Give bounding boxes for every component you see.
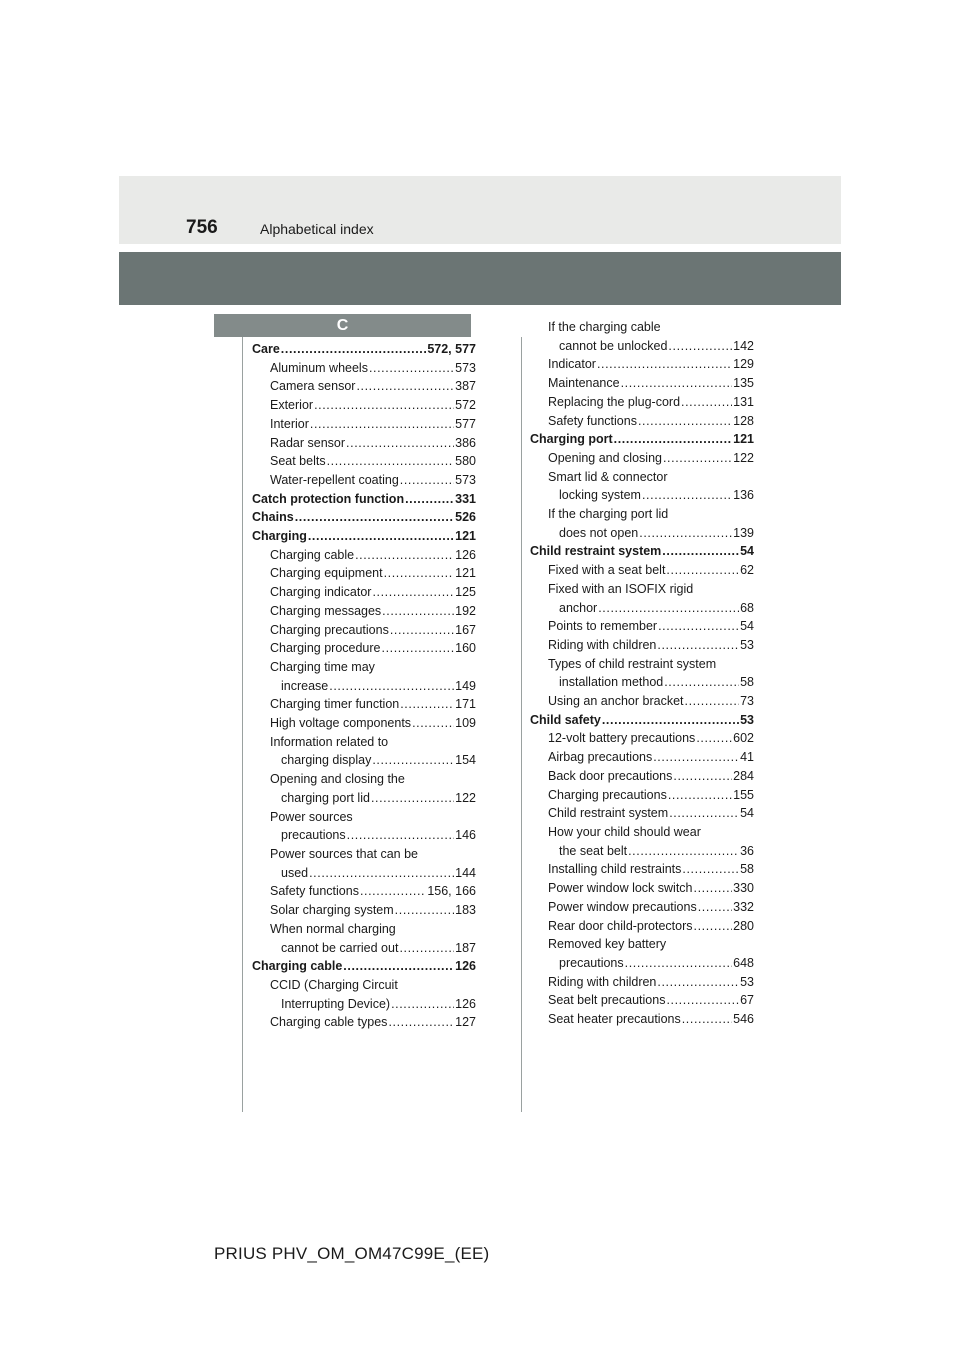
entry-label: does not open — [559, 525, 639, 540]
entry-label: Aluminum wheels — [270, 360, 368, 375]
page-reference[interactable]: 122 — [733, 450, 754, 465]
dot-leader — [694, 917, 733, 936]
dot-leader — [663, 449, 732, 468]
index-subentry[interactable] — [252, 714, 476, 733]
dot-leader — [372, 751, 454, 770]
page-reference[interactable]: 330 — [733, 881, 754, 896]
dot-leader — [356, 377, 454, 396]
index-subentry[interactable] — [530, 954, 754, 973]
index-entry-continued[interactable]: Power sources that can be — [270, 846, 418, 861]
page-reference[interactable]: 126 — [455, 959, 476, 974]
index-subentry[interactable] — [530, 842, 754, 861]
entry-label: increase — [281, 678, 329, 693]
entry-label: Safety functions — [270, 884, 359, 899]
index-entry-continued[interactable]: If the charging cable — [548, 320, 661, 334]
index-subentry[interactable] — [530, 879, 754, 898]
entry-label: Indicator — [548, 357, 596, 372]
index-subentry[interactable] — [530, 561, 754, 580]
page-reference[interactable]: 572 — [455, 398, 476, 413]
page-reference[interactable]: 139 — [733, 525, 754, 540]
index-subentry[interactable] — [530, 393, 754, 412]
page-reference[interactable]: 183 — [455, 903, 476, 918]
entry-label: Chains — [252, 510, 294, 525]
page-reference[interactable]: 121 — [455, 566, 476, 581]
entry-label: precautions — [559, 955, 624, 970]
dot-leader — [371, 789, 454, 808]
index-subentry[interactable] — [252, 789, 476, 808]
index-column-2 — [530, 318, 754, 1029]
entry-label: Replacing the plug-cord — [548, 394, 681, 409]
entry-label: Maintenance — [548, 376, 620, 391]
entry-label: Charging cable — [252, 959, 343, 974]
page-reference[interactable]: 127 — [455, 1015, 476, 1030]
entry-label: Camera sensor — [270, 379, 356, 394]
entry-label: Charging — [252, 529, 307, 544]
page-reference[interactable]: 67 — [740, 993, 754, 1008]
entry-label: Radar sensor — [270, 435, 346, 450]
page-reference[interactable]: 54 — [740, 806, 754, 821]
dot-leader — [682, 860, 739, 879]
dot-leader — [400, 471, 454, 490]
dot-leader — [598, 599, 739, 618]
dot-leader — [343, 957, 454, 976]
page-reference[interactable]: 546 — [733, 1012, 754, 1027]
entry-label: Seat heater precautions — [548, 1012, 681, 1027]
entry-label: Rear door child-protectors — [548, 918, 693, 933]
entry-label: Child restraint system — [530, 544, 662, 559]
dot-leader — [360, 882, 426, 901]
page-reference[interactable]: 160 — [455, 641, 476, 656]
index-subentry[interactable] — [530, 337, 754, 356]
dot-leader — [346, 434, 454, 453]
page-reference[interactable]: 386 — [455, 435, 476, 450]
dot-leader — [621, 374, 733, 393]
index-entry-continued[interactable]: Types of child restraint system — [548, 656, 717, 671]
index-entry-continued[interactable]: Fixed with an ISOFIX rigid — [548, 581, 694, 596]
entry-label: Care — [252, 342, 280, 356]
dot-leader — [382, 639, 455, 658]
index-subentry[interactable] — [252, 882, 476, 901]
page-reference[interactable]: 129 — [733, 357, 754, 372]
entry-label: 12-volt battery precautions — [548, 731, 696, 746]
dot-leader — [669, 804, 739, 823]
section-letter-tab: C — [214, 314, 471, 337]
page-reference[interactable]: 332 — [733, 899, 754, 914]
entry-label: Charging cable types — [270, 1015, 388, 1030]
page-reference[interactable]: 122 — [455, 790, 476, 805]
page-reference[interactable]: 154 — [455, 753, 476, 768]
entry-label: Child restraint system — [548, 806, 669, 821]
entry-label: used — [281, 865, 309, 880]
index-entry[interactable] — [252, 340, 476, 359]
index-subentry[interactable] — [530, 860, 754, 879]
entry-label: Solar charging system — [270, 903, 394, 918]
index-subentry[interactable] — [252, 452, 476, 471]
dot-leader — [327, 452, 455, 471]
entry-label: Seat belts — [270, 454, 326, 469]
index-subentry[interactable] — [252, 602, 476, 621]
column-divider-left — [242, 337, 243, 1112]
page-reference[interactable]: 135 — [733, 376, 754, 391]
header-band — [119, 176, 841, 244]
index-column-1 — [252, 340, 476, 1032]
entry-label: Safety functions — [548, 413, 637, 428]
index-subentry[interactable] — [530, 617, 754, 636]
entry-label: charging display — [281, 753, 372, 768]
page-reference[interactable]: 387 — [455, 379, 476, 394]
dot-leader — [653, 748, 739, 767]
entry-label: charging port lid — [281, 790, 370, 805]
index-subentry[interactable] — [252, 564, 476, 583]
dot-leader — [625, 954, 733, 973]
entry-label: anchor — [559, 600, 598, 615]
entry-label: installation method — [559, 675, 664, 690]
dot-leader — [384, 564, 455, 583]
page-reference[interactable]: 54 — [740, 544, 754, 559]
index-subentry[interactable] — [530, 729, 754, 748]
entry-label: Exterior — [270, 398, 314, 413]
dot-leader — [685, 692, 740, 711]
index-subentry[interactable] — [252, 583, 476, 602]
index-subentry[interactable] — [252, 695, 476, 714]
index-subentry[interactable] — [252, 677, 476, 696]
dot-leader — [681, 393, 732, 412]
dot-leader — [673, 767, 732, 786]
page-reference[interactable]: 602 — [733, 731, 754, 746]
dot-leader — [694, 879, 733, 898]
dot-leader — [664, 673, 739, 692]
page-reference[interactable]: 53 — [740, 637, 754, 652]
page-reference[interactable]: 58 — [740, 862, 754, 877]
entry-label: Airbag precautions — [548, 750, 653, 765]
dot-leader — [662, 542, 739, 561]
entry-label: Seat belt precautions — [548, 993, 666, 1008]
dot-leader — [390, 621, 454, 640]
entry-label: Charging equipment — [270, 566, 383, 581]
page-reference[interactable]: 149 — [455, 678, 476, 693]
dot-leader — [399, 939, 454, 958]
dot-leader — [658, 617, 739, 636]
index-subentry[interactable] — [530, 449, 754, 468]
index-subentry[interactable] — [252, 864, 476, 883]
entry-label: Points to remember — [548, 619, 658, 634]
dot-leader — [382, 602, 454, 621]
page-reference[interactable]: 572, 577 — [427, 342, 476, 356]
index-subentry[interactable] — [530, 898, 754, 917]
entry-label: Charging cable — [270, 547, 355, 562]
index-entry-continued[interactable]: Smart lid & connector — [548, 469, 668, 484]
entry-label: Charging messages — [270, 603, 382, 618]
entry-label: locking system — [559, 488, 641, 503]
index-subentry[interactable] — [252, 396, 476, 415]
entry-label: Charging precautions — [270, 622, 389, 637]
dot-leader — [666, 561, 739, 580]
entry-label: High voltage components — [270, 716, 412, 731]
index-subentry[interactable] — [530, 374, 754, 393]
index-subentry[interactable] — [252, 751, 476, 770]
index-subentry[interactable] — [252, 995, 476, 1014]
index-entry[interactable] — [530, 430, 754, 449]
dot-leader — [682, 1010, 732, 1029]
index-subentry[interactable] — [252, 826, 476, 845]
page-reference[interactable]: 121 — [733, 432, 754, 447]
dot-leader — [597, 355, 732, 374]
entry-label: Catch protection function — [252, 491, 405, 506]
index-subentry[interactable] — [530, 973, 754, 992]
page-reference[interactable]: 155 — [733, 787, 754, 802]
index-entry-continued[interactable]: If the charging port lid — [548, 507, 669, 522]
dot-leader — [295, 508, 454, 527]
index-subentry[interactable] — [530, 917, 754, 936]
document-footer: PRIUS PHV_OM_OM47C99E_(EE) — [214, 1244, 490, 1263]
page-reference[interactable]: 156, 166 — [427, 884, 476, 899]
dot-leader — [391, 995, 454, 1014]
page-reference[interactable]: 36 — [740, 843, 754, 858]
entry-label: Riding with children — [548, 637, 657, 652]
dot-leader — [412, 714, 454, 733]
dot-leader — [308, 527, 454, 546]
index-subentry[interactable] — [530, 673, 754, 692]
page-reference[interactable]: 54 — [740, 619, 754, 634]
page-reference[interactable]: 109 — [455, 716, 476, 731]
column-divider-right — [521, 337, 522, 1112]
page-reference[interactable]: 580 — [455, 454, 476, 469]
entry-label: the seat belt — [559, 843, 628, 858]
dot-leader — [400, 695, 454, 714]
page-reference[interactable]: 128 — [733, 413, 754, 428]
index-entry-continued[interactable]: Information related to — [270, 734, 389, 749]
entry-label: cannot be carried out — [281, 940, 399, 955]
index-entry[interactable] — [530, 542, 754, 561]
index-entry-continued[interactable]: Opening and closing the — [270, 772, 405, 787]
index-entry-continued[interactable]: Charging time may — [270, 659, 375, 674]
index-subentry[interactable] — [252, 546, 476, 565]
entry-label: Water-repellent coating — [270, 472, 399, 487]
index-subentry[interactable] — [530, 786, 754, 805]
page-number: 756 — [186, 217, 218, 238]
page-reference[interactable]: 62 — [740, 563, 754, 578]
index-subentry[interactable] — [530, 1010, 754, 1029]
entry-label: Charging port — [530, 432, 613, 447]
page-reference[interactable]: 131 — [733, 394, 754, 409]
dot-leader — [355, 546, 454, 565]
dot-leader — [602, 711, 739, 730]
index-subentry[interactable] — [530, 804, 754, 823]
index-subentry[interactable] — [530, 767, 754, 786]
index-subentry[interactable] — [252, 939, 476, 958]
index-subentry[interactable] — [530, 412, 754, 431]
entry-label: Back door precautions — [548, 768, 673, 783]
page-reference[interactable]: 126 — [455, 547, 476, 562]
dot-leader — [696, 729, 732, 748]
entry-label: Charging timer function — [270, 697, 400, 712]
entry-label: Charging precautions — [548, 787, 667, 802]
dot-leader — [309, 864, 454, 883]
dot-leader — [329, 677, 454, 696]
index-entry[interactable] — [252, 490, 476, 509]
index-subentry[interactable] — [252, 621, 476, 640]
dot-leader — [347, 826, 455, 845]
dot-leader — [405, 490, 454, 509]
index-entry-continued[interactable]: When normal charging — [270, 921, 396, 936]
page-reference[interactable]: 526 — [455, 510, 476, 525]
index-subentry[interactable] — [530, 991, 754, 1010]
page-reference[interactable]: 136 — [733, 488, 754, 503]
entry-label: Power window precautions — [548, 899, 697, 914]
dot-leader — [372, 583, 454, 602]
index-subentry[interactable] — [252, 359, 476, 378]
page-reference[interactable]: 73 — [740, 694, 754, 709]
index-subentry[interactable] — [252, 639, 476, 658]
index-subentry[interactable] — [252, 471, 476, 490]
index-entry-continued[interactable]: Power sources — [270, 809, 353, 824]
dot-leader — [388, 1013, 454, 1032]
page-reference[interactable]: 577 — [455, 416, 476, 431]
index-subentry[interactable] — [252, 415, 476, 434]
dot-leader — [314, 396, 454, 415]
dot-leader — [369, 359, 454, 378]
index-subentry[interactable] — [530, 355, 754, 374]
page-reference[interactable]: 192 — [455, 603, 476, 618]
index-subentry[interactable] — [252, 434, 476, 453]
page-reference[interactable]: 126 — [455, 996, 476, 1011]
page-reference[interactable]: 125 — [455, 585, 476, 600]
index-subentry[interactable] — [530, 748, 754, 767]
dot-leader — [698, 898, 732, 917]
page-reference[interactable]: 146 — [455, 828, 476, 843]
entry-label: Child safety — [530, 712, 601, 727]
index-subentry[interactable] — [252, 901, 476, 920]
page-reference[interactable]: 142 — [733, 338, 754, 353]
page-reference[interactable]: 648 — [733, 955, 754, 970]
index-subentry[interactable] — [252, 377, 476, 396]
entry-label: Fixed with a seat belt — [548, 563, 666, 578]
page-reference[interactable]: 121 — [455, 529, 476, 544]
index-subentry[interactable] — [530, 599, 754, 618]
entry-label: Riding with children — [548, 974, 657, 989]
dot-leader — [668, 337, 732, 356]
dot-leader — [639, 524, 732, 543]
index-subentry[interactable] — [252, 1013, 476, 1032]
dot-leader — [638, 412, 732, 431]
dot-leader — [395, 901, 454, 920]
entry-label: Using an anchor bracket — [548, 694, 684, 709]
index-entry[interactable] — [252, 957, 476, 976]
page-reference[interactable]: 284 — [733, 768, 754, 783]
dot-leader — [668, 786, 732, 805]
entry-label: Installing child restraints — [548, 862, 682, 877]
index-subentry[interactable] — [530, 486, 754, 505]
page-reference[interactable]: 144 — [455, 865, 476, 880]
entry-label: cannot be unlocked — [559, 338, 668, 353]
page-reference[interactable]: 68 — [740, 600, 754, 615]
page-reference[interactable]: 331 — [455, 491, 476, 506]
entry-label: Opening and closing — [548, 450, 662, 465]
index-entry-continued[interactable]: Removed key battery — [548, 937, 667, 952]
index-subentry[interactable] — [530, 636, 754, 655]
header-dark-band — [119, 252, 841, 305]
page-reference[interactable]: 171 — [455, 697, 476, 712]
page-reference[interactable]: 573 — [455, 472, 476, 487]
page-reference[interactable]: 58 — [740, 675, 754, 690]
index-entry-continued[interactable]: How your child should wear — [548, 824, 701, 839]
page-reference[interactable]: 573 — [455, 360, 476, 375]
index-entry[interactable] — [252, 508, 476, 527]
index-subentry[interactable] — [530, 692, 754, 711]
dot-leader — [642, 486, 732, 505]
index-entry[interactable] — [530, 711, 754, 730]
entry-label: Interior — [270, 416, 309, 431]
entry-label: Interrupting Device) — [281, 996, 391, 1011]
dot-leader — [310, 415, 454, 434]
entry-label: Charging procedure — [270, 641, 381, 656]
page-reference[interactable]: 53 — [740, 974, 754, 989]
dot-leader — [657, 636, 739, 655]
page-reference[interactable]: 167 — [455, 622, 476, 637]
dot-leader — [657, 973, 739, 992]
section-title: Alphabetical index — [260, 221, 374, 237]
page-reference[interactable]: 53 — [740, 712, 754, 727]
dot-leader — [628, 842, 739, 861]
dot-leader — [281, 340, 427, 359]
entry-label: Power window lock switch — [548, 881, 693, 896]
page-reference[interactable]: 187 — [455, 940, 476, 955]
index-subentry[interactable] — [530, 524, 754, 543]
entry-label: Charging indicator — [270, 585, 372, 600]
index-entry[interactable] — [252, 527, 476, 546]
page-reference[interactable]: 280 — [733, 918, 754, 933]
entry-label: precautions — [281, 828, 346, 843]
page-reference[interactable]: 41 — [740, 750, 754, 765]
index-entry-continued[interactable]: CCID (Charging Circuit — [270, 977, 398, 992]
dot-leader — [666, 991, 739, 1010]
dot-leader — [614, 430, 733, 449]
